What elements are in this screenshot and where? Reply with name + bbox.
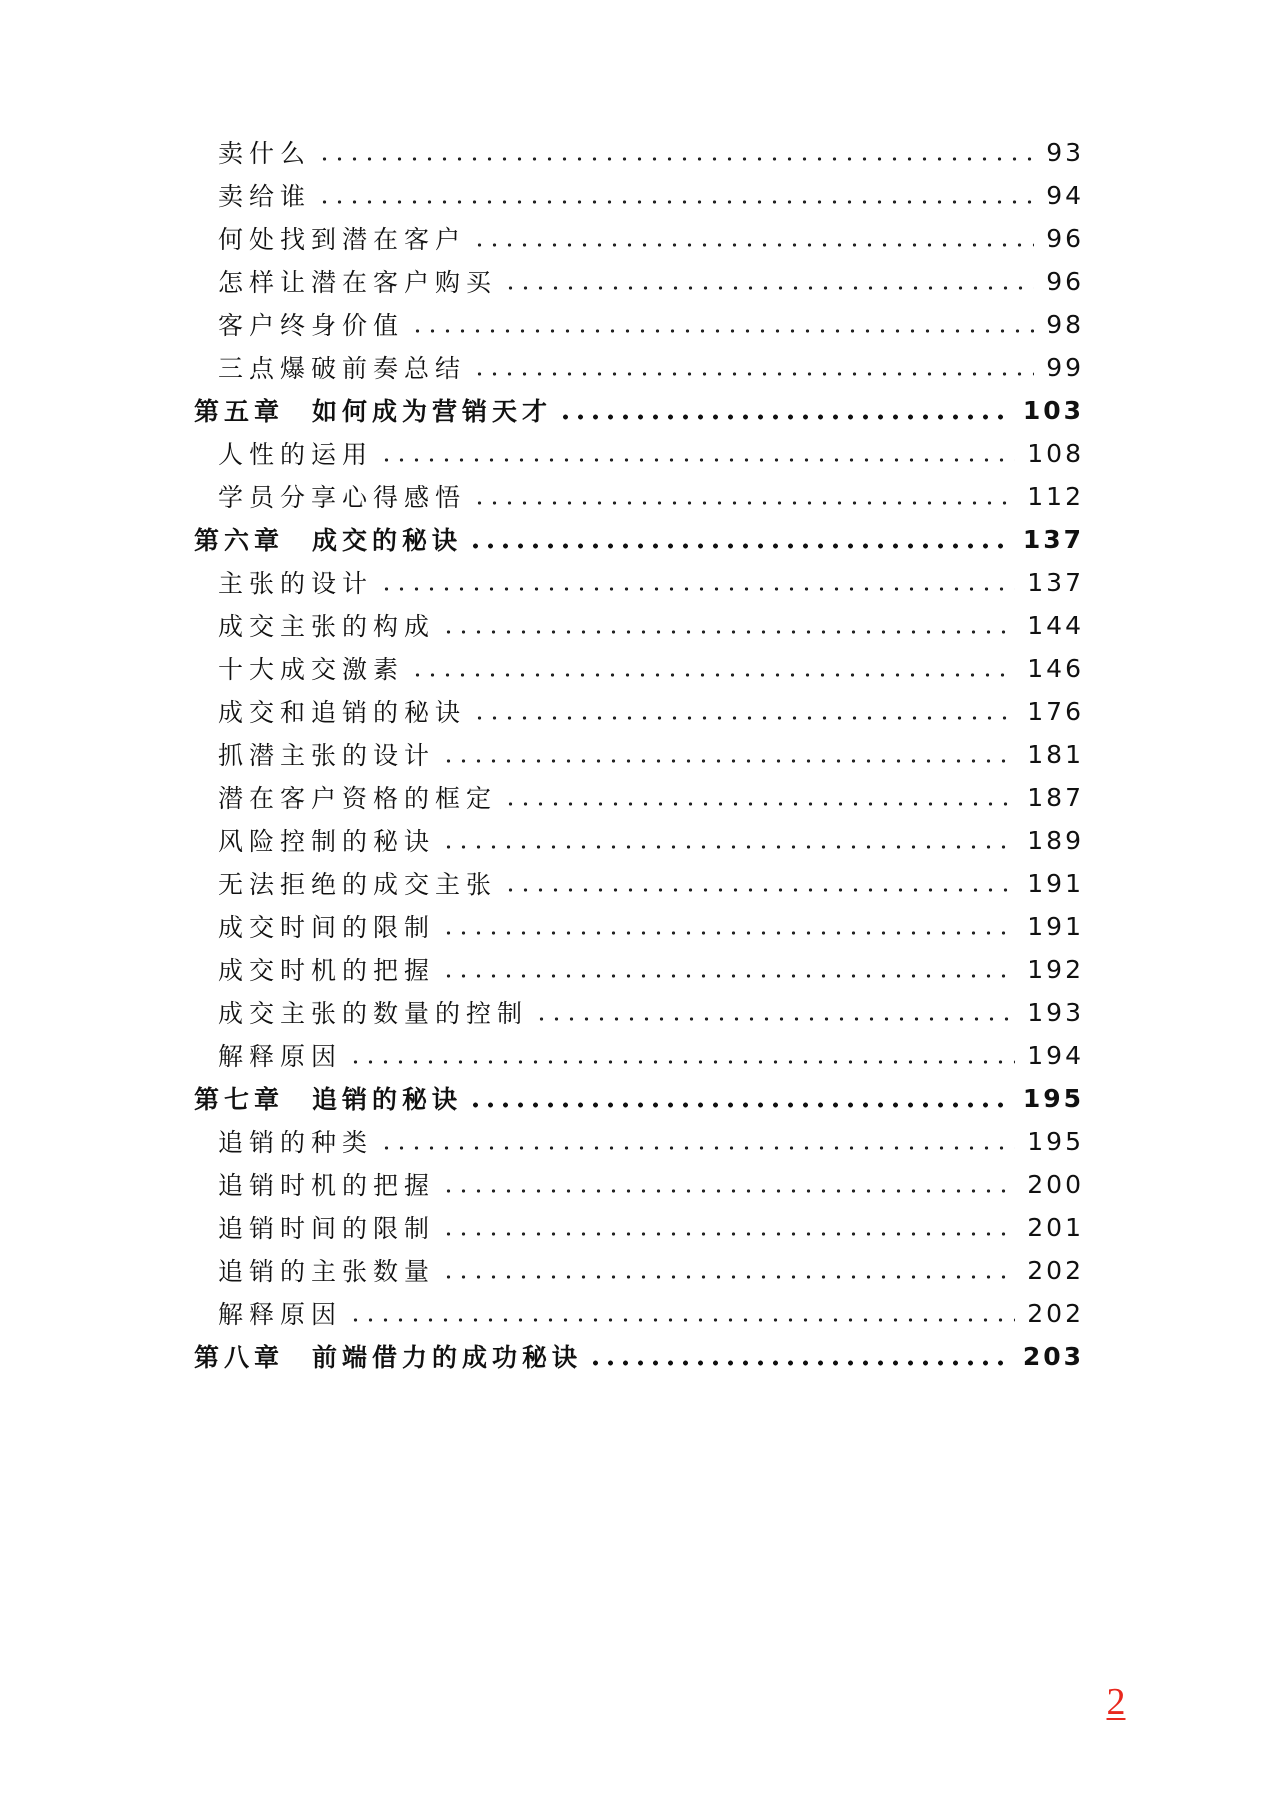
dot-leader	[558, 412, 1011, 422]
dot-leader	[441, 627, 1015, 637]
toc-entry-row	[218, 1250, 1084, 1290]
toc-entry-row	[218, 433, 1084, 473]
toc-entry-row	[218, 1293, 1084, 1333]
entry-title: 抓潜主张的设计	[218, 741, 436, 770]
toc-page-number: 201	[1027, 1212, 1084, 1242]
toc-page-number: 202	[1027, 1298, 1084, 1328]
dot-leader	[503, 283, 1034, 293]
entry-title: 卖给谁	[218, 182, 312, 211]
toc-entry-row	[218, 562, 1084, 602]
toc-entry-row	[218, 949, 1084, 989]
toc-page-number: 195	[1027, 1126, 1084, 1156]
toc-entry-row	[218, 820, 1084, 860]
dot-leader	[379, 584, 1015, 594]
toc-page-number: 137	[1027, 567, 1084, 597]
toc-entry-row	[218, 304, 1084, 344]
toc-page-number: 144	[1027, 610, 1084, 640]
toc-page-number: 176	[1027, 696, 1084, 726]
toc-entry-row	[218, 863, 1084, 903]
dot-leader	[348, 1315, 1015, 1325]
entry-title: 潜在客户资格的框定	[218, 784, 498, 813]
toc-page-number: 181	[1027, 739, 1084, 769]
toc-entry-row	[218, 906, 1084, 946]
dot-leader	[410, 670, 1015, 680]
toc-page-number: 193	[1027, 997, 1084, 1027]
chapter-title: 如何成为营销天才	[312, 397, 553, 426]
dot-leader	[441, 928, 1015, 938]
toc-entry-row	[218, 1121, 1084, 1161]
toc-entry-row	[218, 691, 1084, 731]
toc-page-number: 194	[1027, 1040, 1084, 1070]
toc-page-number: 191	[1027, 911, 1084, 941]
toc-page-number: 94	[1046, 180, 1084, 210]
toc-page-number: 203	[1022, 1341, 1084, 1371]
toc-page-number: 103	[1022, 395, 1084, 425]
dot-leader	[441, 971, 1015, 981]
entry-title: 无法拒绝的成交主张	[218, 870, 498, 899]
toc-page-number: 200	[1027, 1169, 1084, 1199]
chapter-title: 成交的秘诀	[312, 526, 463, 555]
toc-entry-row	[218, 1035, 1084, 1075]
entry-title: 成交主张的数量的控制	[218, 999, 529, 1028]
dot-leader	[441, 1186, 1015, 1196]
page-number: 2	[1106, 1681, 1126, 1723]
toc-chapter-row	[194, 519, 1084, 559]
entry-title: 风险控制的秘诀	[218, 827, 436, 856]
dot-leader	[468, 1100, 1011, 1110]
toc-entry-row	[218, 175, 1084, 215]
toc-page-number: 191	[1027, 868, 1084, 898]
entry-title: 何处找到潜在客户	[218, 225, 467, 254]
toc-chapter-row	[194, 1336, 1084, 1376]
entry-title: 十大成交激素	[218, 655, 405, 684]
toc-entry-row	[218, 734, 1084, 774]
entry-title: 客户终身价值	[218, 311, 405, 340]
toc-entry-row	[218, 476, 1084, 516]
entry-title: 主张的设计	[218, 569, 374, 598]
entry-title: 学员分享心得感悟	[218, 483, 467, 512]
dot-leader	[379, 1143, 1015, 1153]
entry-title: 成交主张的构成	[218, 612, 436, 641]
toc-entry-row	[218, 218, 1084, 258]
entry-title: 追销时机的把握	[218, 1171, 436, 1200]
toc-entry-row	[218, 1164, 1084, 1204]
entry-title: 怎样让潜在客户购买	[218, 268, 498, 297]
dot-leader	[534, 1014, 1015, 1024]
toc-chapter-row	[194, 1078, 1084, 1118]
toc-page-number: 98	[1046, 309, 1084, 339]
toc-page-number: 93	[1046, 137, 1084, 167]
entry-title: 追销的主张数量	[218, 1257, 436, 1286]
toc-entry-row	[218, 1207, 1084, 1247]
entry-title: 成交时间的限制	[218, 913, 436, 942]
entry-title: 卖什么	[218, 139, 312, 168]
chapter-title: 前端借力的成功秘诀	[312, 1343, 583, 1372]
toc-entry-row	[218, 261, 1084, 301]
dot-leader	[472, 240, 1034, 250]
entry-title: 三点爆破前奏总结	[218, 354, 467, 383]
toc-entry-row	[218, 777, 1084, 817]
entry-title: 追销的种类	[218, 1128, 374, 1157]
entry-title: 人性的运用	[218, 440, 374, 469]
toc-page-number: 195	[1022, 1083, 1084, 1113]
dot-leader	[379, 455, 1015, 465]
toc-page-number: 108	[1027, 438, 1084, 468]
chapter-number: 第五章	[194, 397, 285, 426]
dot-leader	[348, 1057, 1015, 1067]
dot-leader	[503, 885, 1015, 895]
dot-leader	[317, 197, 1034, 207]
entry-title: 解释原因	[218, 1042, 343, 1071]
dot-leader	[472, 713, 1015, 723]
toc-page-number: 137	[1022, 524, 1084, 554]
toc-chapter-row	[194, 390, 1084, 430]
dot-leader	[441, 756, 1015, 766]
entry-title: 追销时间的限制	[218, 1214, 436, 1243]
dot-leader	[441, 1229, 1015, 1239]
chapter-title: 追销的秘诀	[312, 1085, 463, 1114]
toc-page-number: 189	[1027, 825, 1084, 855]
toc-entry-row	[218, 648, 1084, 688]
dot-leader	[441, 1272, 1015, 1282]
dot-leader	[441, 842, 1015, 852]
toc-entry-row	[218, 992, 1084, 1032]
dot-leader	[468, 541, 1011, 551]
toc-entry-row	[218, 605, 1084, 645]
chapter-number: 第七章	[194, 1085, 285, 1114]
dot-leader	[317, 154, 1034, 164]
toc-page-number: 192	[1027, 954, 1084, 984]
entry-title: 解释原因	[218, 1300, 343, 1329]
toc-page-number: 96	[1046, 266, 1084, 296]
entry-title: 成交时机的把握	[218, 956, 436, 985]
toc-page-number: 96	[1046, 223, 1084, 253]
toc-page-number: 146	[1027, 653, 1084, 683]
dot-leader	[410, 326, 1034, 336]
toc-entry-row	[218, 347, 1084, 387]
dot-leader	[588, 1358, 1011, 1368]
dot-leader	[472, 369, 1034, 379]
toc-page-number: 99	[1046, 352, 1084, 382]
toc-entry-row	[218, 132, 1084, 172]
dot-leader	[503, 799, 1015, 809]
chapter-number: 第八章	[194, 1343, 285, 1372]
entry-title: 成交和追销的秘诀	[218, 698, 467, 727]
chapter-number: 第六章	[194, 526, 285, 555]
toc-page-number: 202	[1027, 1255, 1084, 1285]
dot-leader	[472, 498, 1015, 508]
toc-page-number: 187	[1027, 782, 1084, 812]
toc-page-number: 112	[1027, 481, 1084, 511]
